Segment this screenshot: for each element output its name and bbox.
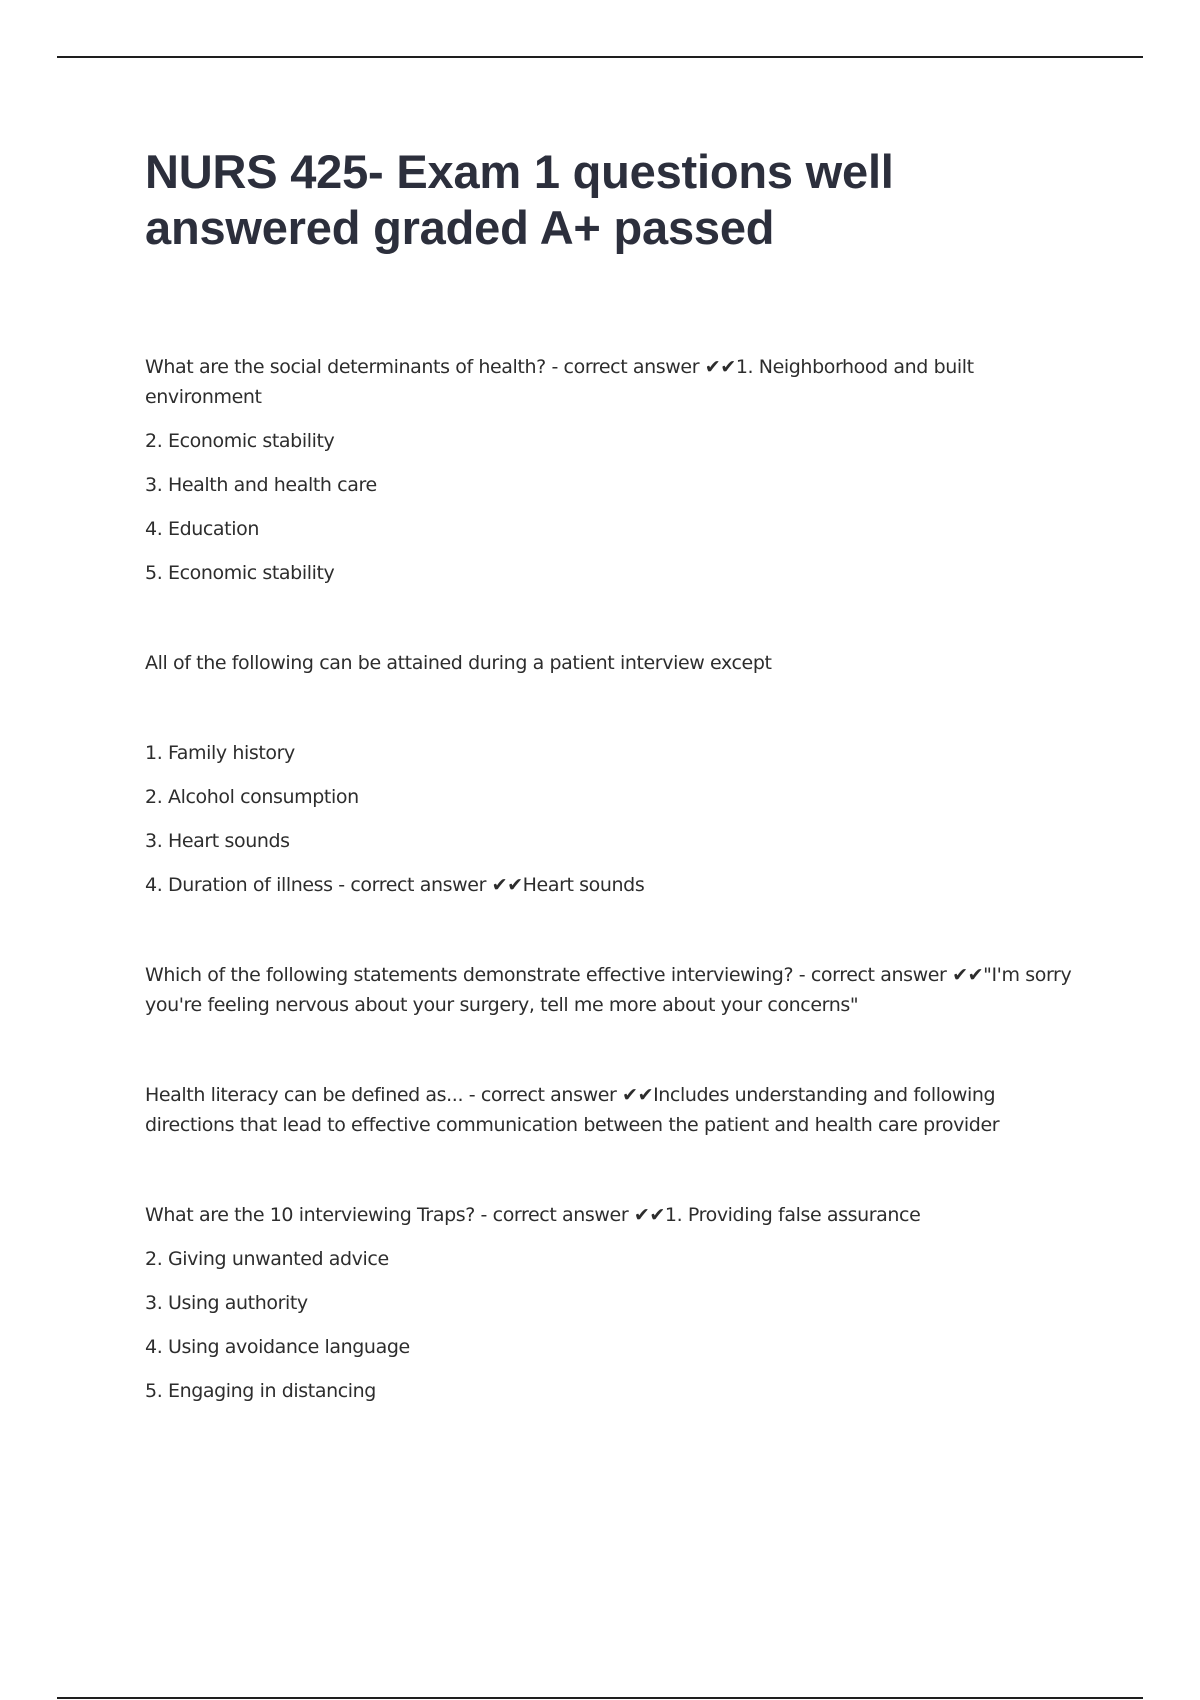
question-health-literacy: Health literacy can be defined as... - correct answer ✔✔Includes understanding and following directions that lead to effective communication between the patient and health care provider [145, 1084, 1000, 1136]
question-patient-interview: All of the following can be attained during a patient interview except [145, 652, 772, 674]
document-body [145, 352, 1085, 1406]
document-title: NURS 425- Exam 1 questions well answered graded A+ passed [145, 145, 894, 254]
document-page [145, 144, 1085, 1406]
list-item: 4. Duration of illness - correct answer ✔✔Heart sounds [145, 874, 645, 896]
question-interviewing-traps: What are the 10 interviewing Traps? - correct answer ✔✔1. Providing false assurance [145, 1204, 921, 1226]
list-item: 3. Health and health care [145, 474, 377, 496]
list-item: 2. Economic stability [145, 430, 335, 452]
list-item: 5. Engaging in distancing [145, 1380, 376, 1402]
list-item: 3. Heart sounds [145, 830, 290, 852]
list-item: 5. Economic stability [145, 562, 335, 584]
list-item: 4. Education [145, 518, 259, 540]
list-item: 1. Family history [145, 742, 295, 764]
list-item: 2. Alcohol consumption [145, 786, 359, 808]
list-item: 2. Giving unwanted advice [145, 1248, 389, 1270]
footer-rule [57, 1697, 1143, 1699]
header-rule [57, 56, 1143, 58]
list-item: 4. Using avoidance language [145, 1336, 410, 1358]
question-effective-interviewing: Which of the following statements demonstrate effective interviewing? - correct answer ✔✔"I'm sorry you're feeling nervous about your surgery, tell me more about your concerns" [145, 964, 1072, 1016]
question-social-determinants: What are the social determinants of health? - correct answer ✔✔1. Neighborhood and built environment [145, 356, 974, 408]
list-item: 3. Using authority [145, 1292, 308, 1314]
